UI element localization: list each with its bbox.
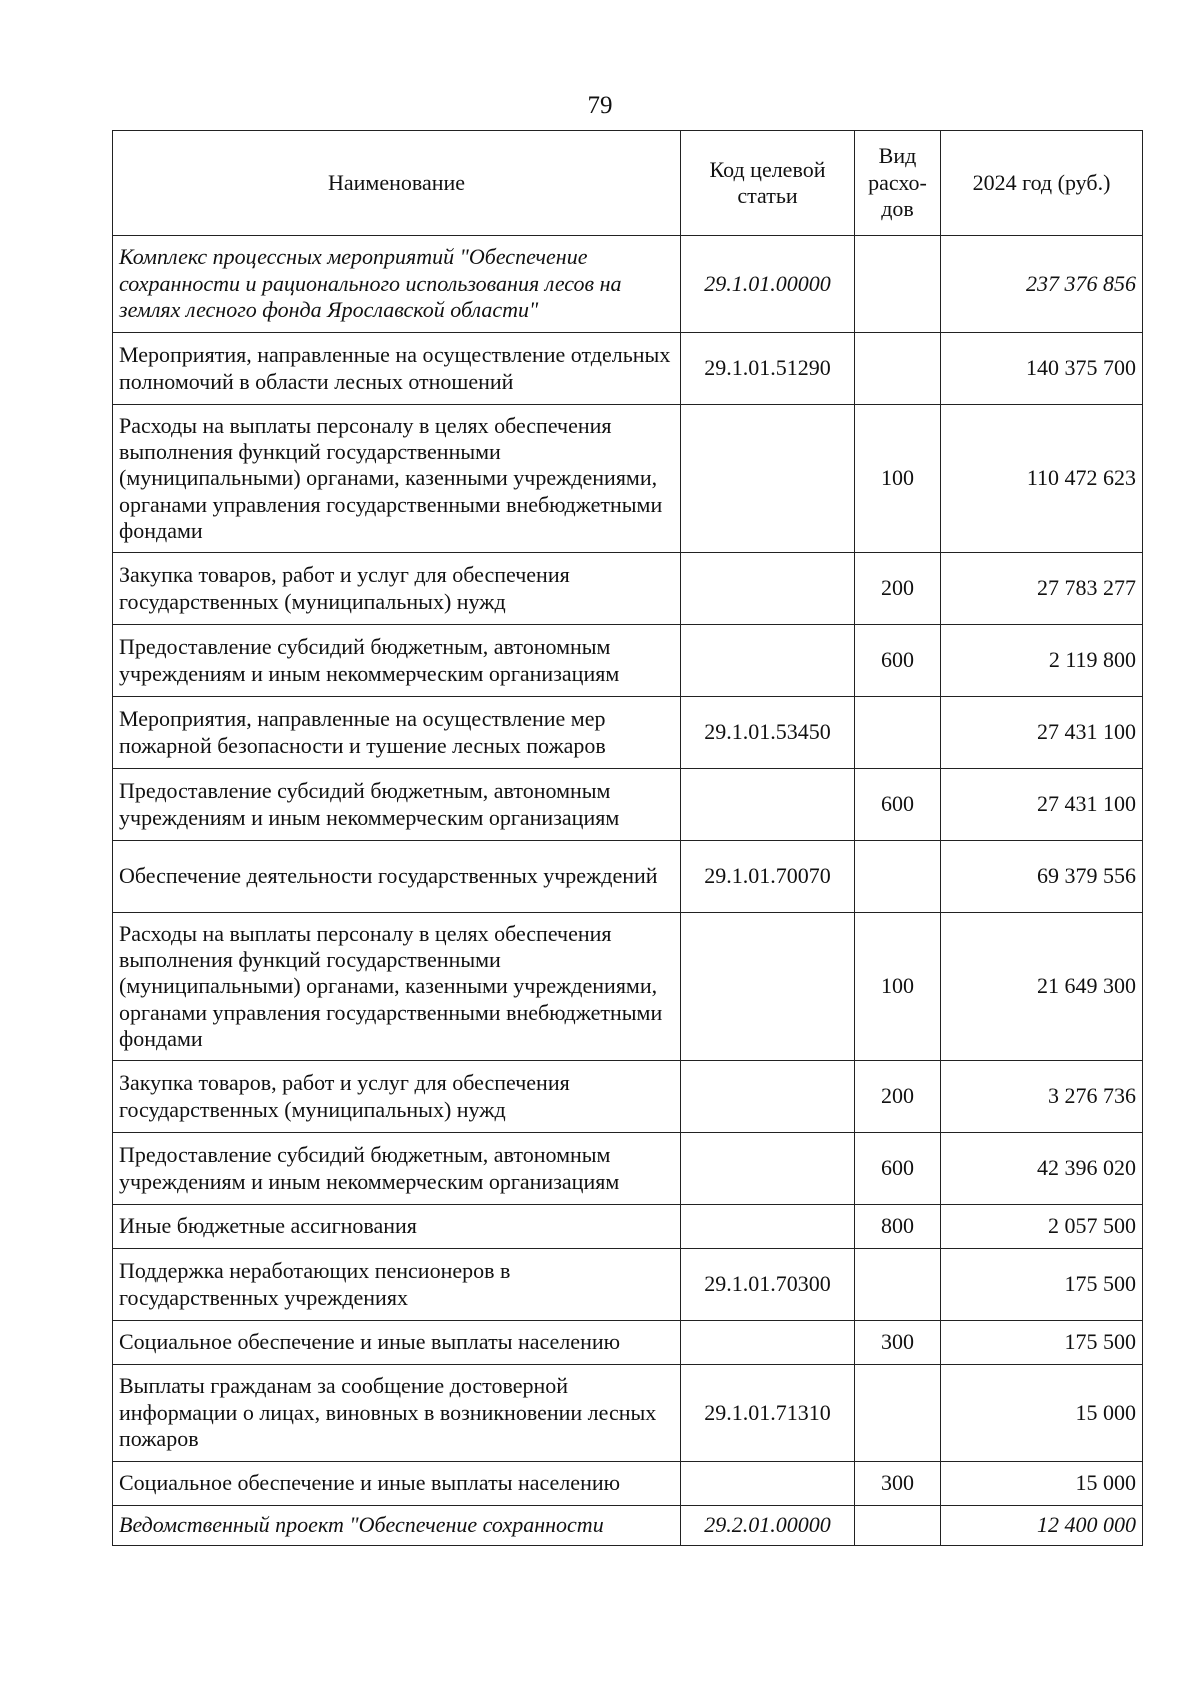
row-sum-cell: 3 276 736 <box>941 1061 1143 1133</box>
header-code: Код целевой статьи <box>681 131 855 236</box>
row-sum-cell: 2 119 800 <box>941 625 1143 697</box>
table-header-row <box>113 131 1143 236</box>
row-code-cell: 29.2.01.00000 <box>681 1506 855 1546</box>
row-name-cell: Комплекс процессных мероприятий "Обеспечение сохранности и рационального использования лесов на землях лесного фонда Ярославской области" <box>113 236 681 333</box>
row-type-cell <box>855 1506 941 1546</box>
budget-table <box>112 130 1143 1546</box>
row-code-cell <box>681 1205 855 1249</box>
row-code-cell: 29.1.01.70070 <box>681 841 855 913</box>
table-row <box>113 841 1143 913</box>
row-code-cell <box>681 913 855 1061</box>
row-type-cell: 100 <box>855 913 941 1061</box>
table-row <box>113 333 1143 405</box>
header-type: Вид расхо-дов <box>855 131 941 236</box>
row-name-cell: Расходы на выплаты персоналу в целях обеспечения выполнения функций государственными (муниципальными) органами, казенными учреждениями, органами управления государственными внебюджетными фондами <box>113 913 681 1061</box>
row-type-cell <box>855 236 941 333</box>
table-row <box>113 553 1143 625</box>
row-type-cell: 200 <box>855 1061 941 1133</box>
table-row <box>113 1205 1143 1249</box>
row-code-cell <box>681 625 855 697</box>
row-name-cell: Выплаты гражданам за сообщение достоверной информации о лицах, виновных в возникновении лесных пожаров <box>113 1365 681 1462</box>
row-code-cell: 29.1.01.70300 <box>681 1249 855 1321</box>
row-type-cell <box>855 1249 941 1321</box>
table-row <box>113 1462 1143 1506</box>
row-name-cell: Социальное обеспечение и иные выплаты населению <box>113 1321 681 1365</box>
header-sum: 2024 год (руб.) <box>941 131 1143 236</box>
table-row <box>113 625 1143 697</box>
table-row <box>113 1365 1143 1462</box>
row-code-cell: 29.1.01.71310 <box>681 1365 855 1462</box>
row-sum-cell: 15 000 <box>941 1462 1143 1506</box>
row-name-cell: Мероприятия, направленные на осуществление мер пожарной безопасности и тушение лесных пожаров <box>113 697 681 769</box>
row-name-cell: Иные бюджетные ассигнования <box>113 1205 681 1249</box>
row-type-cell: 600 <box>855 1133 941 1205</box>
table-row <box>113 236 1143 333</box>
row-name-cell: Расходы на выплаты персоналу в целях обеспечения выполнения функций государственными (муниципальными) органами, казенными учреждениями, органами управления государственными внебюджетными фондами <box>113 405 681 553</box>
row-type-cell <box>855 841 941 913</box>
row-code-cell: 29.1.01.51290 <box>681 333 855 405</box>
row-code-cell: 29.1.01.53450 <box>681 697 855 769</box>
row-sum-cell: 2 057 500 <box>941 1205 1143 1249</box>
table-row <box>113 769 1143 841</box>
row-name-cell: Мероприятия, направленные на осуществление отдельных полномочий в области лесных отношений <box>113 333 681 405</box>
row-type-cell: 600 <box>855 625 941 697</box>
row-sum-cell: 12 400 000 <box>941 1506 1143 1546</box>
row-sum-cell: 69 379 556 <box>941 841 1143 913</box>
row-name-cell: Закупка товаров, работ и услуг для обеспечения государственных (муниципальных) нужд <box>113 553 681 625</box>
table-row <box>113 1321 1143 1365</box>
row-type-cell: 600 <box>855 769 941 841</box>
table-row <box>113 1061 1143 1133</box>
row-code-cell: 29.1.01.00000 <box>681 236 855 333</box>
header-name: Наименование <box>113 131 681 236</box>
row-type-cell <box>855 697 941 769</box>
row-sum-cell: 27 783 277 <box>941 553 1143 625</box>
row-sum-cell: 175 500 <box>941 1321 1143 1365</box>
row-sum-cell: 175 500 <box>941 1249 1143 1321</box>
row-type-cell <box>855 333 941 405</box>
row-code-cell <box>681 1133 855 1205</box>
row-name-cell: Поддержка неработающих пенсионеров в государственных учреждениях <box>113 1249 681 1321</box>
row-name-cell: Предоставление субсидий бюджетным, автономным учреждениям и иным некоммерческим организациям <box>113 1133 681 1205</box>
row-name-cell: Обеспечение деятельности государственных учреждений <box>113 841 681 913</box>
row-name-cell: Ведомственный проект "Обеспечение сохранности <box>113 1506 681 1546</box>
table-row <box>113 913 1143 1061</box>
row-sum-cell: 110 472 623 <box>941 405 1143 553</box>
page-number: 79 <box>587 92 613 119</box>
table-row <box>113 1506 1143 1546</box>
row-code-cell <box>681 1462 855 1506</box>
row-name-cell: Закупка товаров, работ и услуг для обеспечения государственных (муниципальных) нужд <box>113 1061 681 1133</box>
table-row <box>113 1133 1143 1205</box>
row-type-cell <box>855 1365 941 1462</box>
row-name-cell: Социальное обеспечение и иные выплаты населению <box>113 1462 681 1506</box>
row-name-cell: Предоставление субсидий бюджетным, автономным учреждениям и иным некоммерческим организациям <box>113 769 681 841</box>
row-code-cell <box>681 769 855 841</box>
row-type-cell: 800 <box>855 1205 941 1249</box>
table-row <box>113 697 1143 769</box>
row-sum-cell: 27 431 100 <box>941 697 1143 769</box>
table-body <box>113 236 1143 1546</box>
row-sum-cell: 237 376 856 <box>941 236 1143 333</box>
row-code-cell <box>681 553 855 625</box>
row-name-cell: Предоставление субсидий бюджетным, автономным учреждениям и иным некоммерческим организациям <box>113 625 681 697</box>
row-code-cell <box>681 405 855 553</box>
row-code-cell <box>681 1061 855 1133</box>
table-row <box>113 405 1143 553</box>
row-sum-cell: 140 375 700 <box>941 333 1143 405</box>
row-code-cell <box>681 1321 855 1365</box>
row-type-cell: 100 <box>855 405 941 553</box>
row-sum-cell: 21 649 300 <box>941 913 1143 1061</box>
row-type-cell: 200 <box>855 553 941 625</box>
row-sum-cell: 15 000 <box>941 1365 1143 1462</box>
row-type-cell: 300 <box>855 1321 941 1365</box>
row-sum-cell: 42 396 020 <box>941 1133 1143 1205</box>
table-row <box>113 1249 1143 1321</box>
row-type-cell: 300 <box>855 1462 941 1506</box>
row-sum-cell: 27 431 100 <box>941 769 1143 841</box>
